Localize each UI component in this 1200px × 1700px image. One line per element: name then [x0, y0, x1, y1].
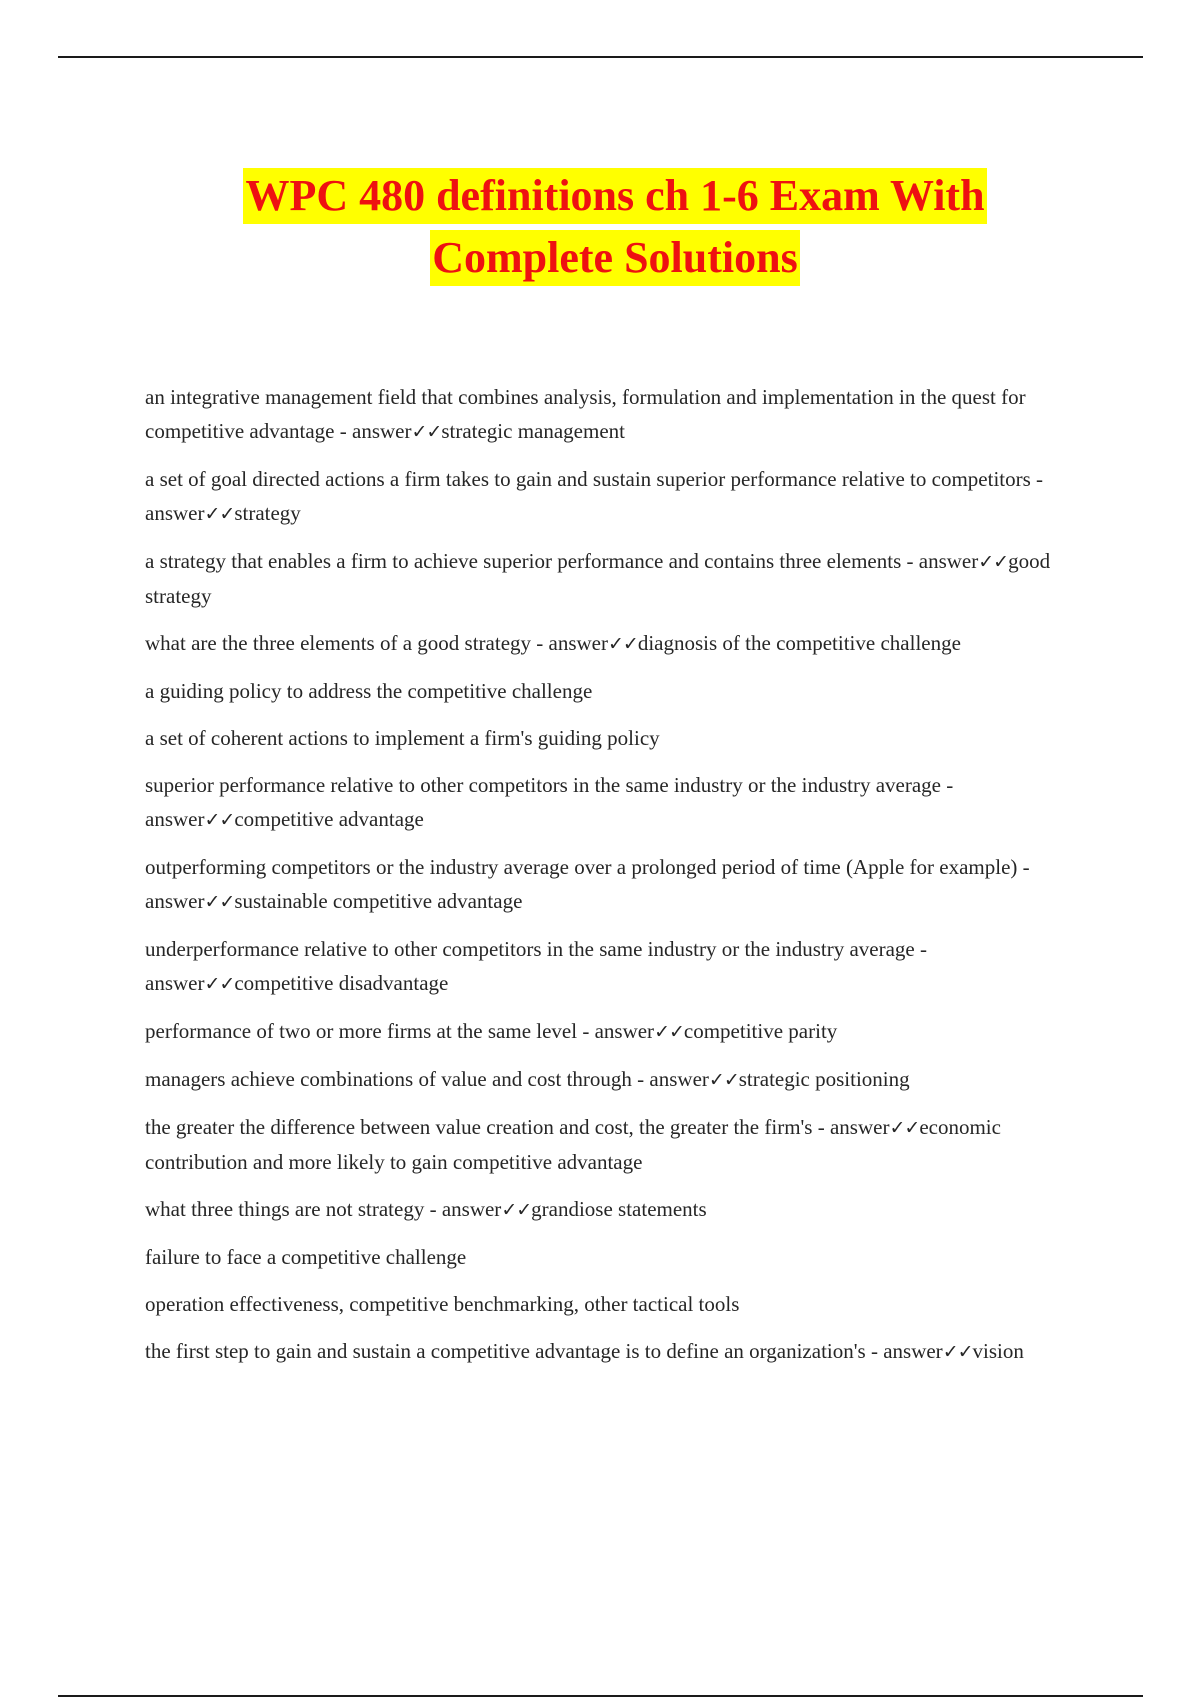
definition-entry — [145, 1062, 1085, 1097]
double-check-icon: ✓✓ — [608, 633, 638, 655]
definition-text: what are the three elements of a good strategy - — [145, 631, 549, 655]
definition-entry — [145, 1014, 1085, 1049]
definition-entry — [145, 768, 1085, 837]
definition-list — [145, 380, 1085, 1382]
definition-entry — [145, 380, 1085, 449]
answer-prefix: answer — [145, 501, 205, 525]
double-check-icon: ✓✓ — [204, 809, 235, 831]
double-check-icon: ✓✓ — [942, 1341, 973, 1363]
definition-entry — [145, 544, 1085, 613]
answer-text: strategic management — [441, 419, 625, 443]
answer-prefix: answer — [548, 631, 608, 655]
answer-text: sustainable competitive advantage — [234, 889, 523, 913]
definition-text: a guiding policy to address the competitive challenge — [145, 679, 593, 703]
answer-prefix: answer — [649, 1067, 709, 1091]
top-rule — [58, 56, 1143, 58]
answer-text: strategic positioning — [738, 1067, 910, 1091]
answer-prefix: answer — [352, 419, 412, 443]
double-check-icon: ✓✓ — [708, 1069, 739, 1091]
definition-text: a strategy that enables a firm to achieve superior performance and contains three elements - — [145, 549, 919, 573]
definition-entry — [145, 932, 1085, 1001]
definition-text: the first step to gain and sustain a competitive advantage is to define an organization's - — [145, 1339, 884, 1363]
definition-text: operation effectiveness, competitive benchmarking, other tactical tools — [145, 1292, 740, 1316]
answer-prefix: answer — [145, 971, 205, 995]
definition-entry — [145, 674, 1085, 708]
definition-entry — [145, 462, 1085, 531]
answer-text: vision — [972, 1339, 1024, 1363]
answer-text: strategy — [234, 501, 301, 525]
definition-entry — [145, 1334, 1085, 1369]
answer-prefix: answer — [594, 1019, 655, 1043]
answer-text: grandiose statements — [531, 1197, 707, 1221]
double-check-icon: ✓✓ — [501, 1199, 532, 1221]
document-title — [0, 168, 1200, 292]
definition-text: the greater the difference between value creation and cost, the greater the firm's - — [145, 1115, 830, 1139]
double-check-icon: ✓✓ — [411, 421, 442, 443]
answer-text: competitive advantage — [234, 807, 424, 831]
definition-text: a set of goal directed actions a firm takes to gain and sustain superior performance relative to competitors - — [145, 467, 1044, 491]
definition-text: superior performance relative to other competitors in the same industry or the industry average - — [145, 773, 954, 797]
answer-text: competitive disadvantage — [234, 971, 449, 995]
definition-entry — [145, 1192, 1085, 1227]
definition-entry — [145, 626, 1085, 661]
answer-prefix: answer — [918, 549, 979, 573]
definition-entry — [145, 721, 1085, 755]
double-check-icon: ✓✓ — [204, 973, 235, 995]
definition-entry — [145, 1240, 1085, 1274]
answer-prefix: answer — [829, 1115, 890, 1139]
definition-entry — [145, 1110, 1085, 1179]
definition-text: performance of two or more firms at the same level - — [145, 1019, 595, 1043]
definition-text: underperformance relative to other competitors in the same industry or the industry average - — [145, 937, 927, 961]
double-check-icon: ✓✓ — [204, 891, 235, 913]
answer-text: competitive parity — [683, 1019, 838, 1043]
definition-text: failure to face a competitive challenge — [145, 1245, 467, 1269]
answer-prefix: answer — [145, 889, 205, 913]
definition-text: a set of coherent actions to implement a firm's guiding policy — [145, 726, 660, 750]
definition-text: outperforming competitors or the industry average over a prolonged period of time (Apple for example) - — [145, 855, 1030, 879]
definition-text: what three things are not strategy - — [145, 1197, 442, 1221]
answer-prefix: answer — [883, 1339, 943, 1363]
answer-text: diagnosis of the competitive challenge — [637, 631, 961, 655]
double-check-icon: ✓✓ — [204, 503, 235, 525]
title-line-2: Complete Solutions — [430, 230, 799, 286]
definition-text: an integrative management field that combines analysis, formulation and implementation in the quest for competitive advantage - — [145, 385, 1026, 443]
definition-entry — [145, 1287, 1085, 1321]
definition-entry — [145, 850, 1085, 919]
answer-text: good strategy — [145, 549, 1051, 608]
definition-text: managers achieve combinations of value and cost through - — [145, 1067, 650, 1091]
double-check-icon: ✓✓ — [889, 1117, 920, 1139]
bottom-rule — [58, 1695, 1143, 1697]
answer-prefix: answer — [441, 1197, 502, 1221]
double-check-icon: ✓✓ — [654, 1021, 684, 1043]
answer-prefix: answer — [145, 807, 205, 831]
double-check-icon: ✓✓ — [978, 551, 1009, 573]
title-line-1: WPC 480 definitions ch 1-6 Exam With — [243, 168, 986, 224]
answer-text: economic contribution and more likely to gain competitive advantage — [145, 1115, 1001, 1174]
